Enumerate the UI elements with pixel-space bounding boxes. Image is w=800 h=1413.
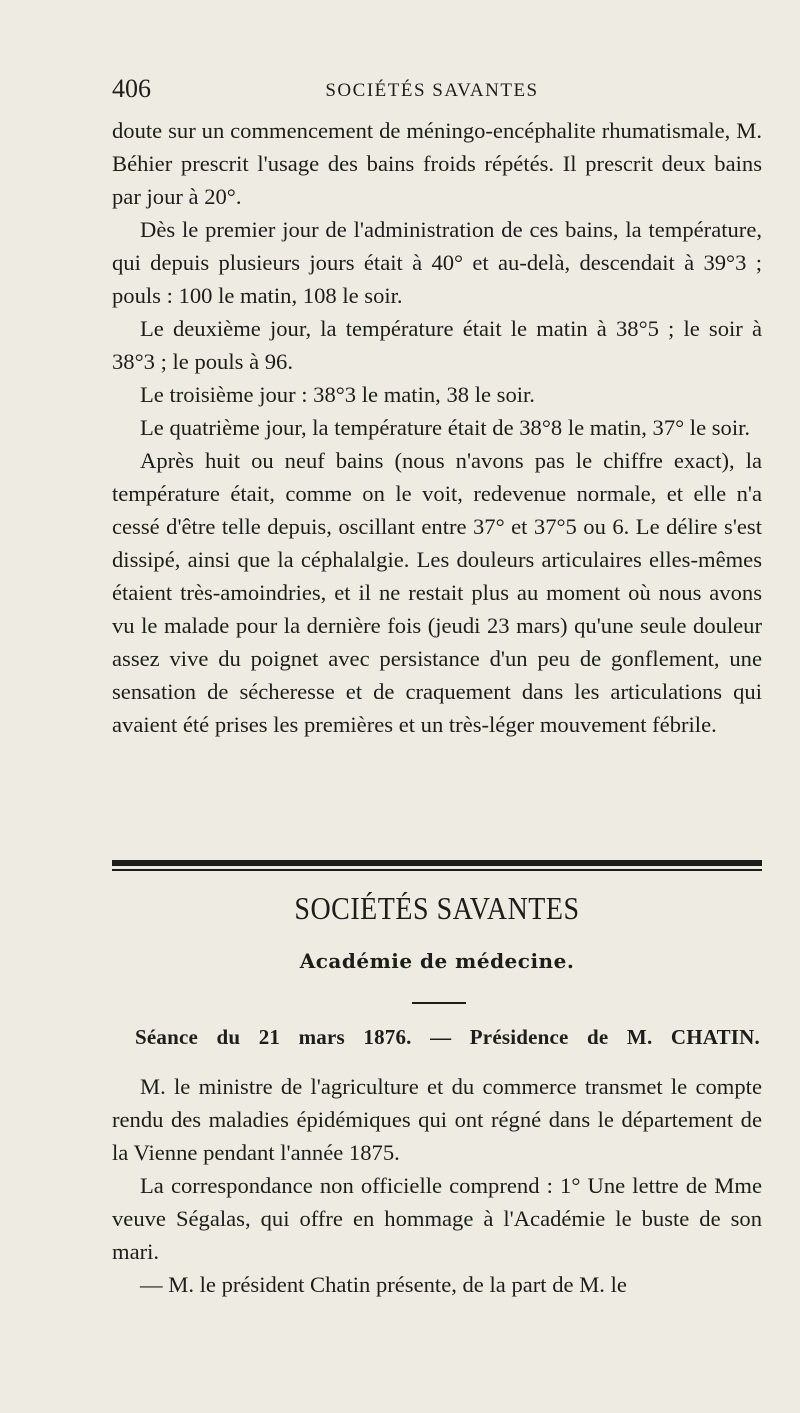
- running-head: [112, 70, 752, 110]
- section-divider: [112, 860, 762, 872]
- session-heading: Séance du 21 mars 1876. — Présidence de M. CHATIN.: [135, 1025, 760, 1049]
- session-report: [112, 1070, 762, 1301]
- divider-thin-line: [112, 869, 762, 871]
- paragraph: — M. le président Chatin présente, de la part de M. le: [140, 1272, 627, 1297]
- section-title: SOCIÉTÉS SAVANTES: [294, 892, 580, 927]
- divider-thick-line: [112, 860, 762, 866]
- paragraph: La correspondance non officielle comprend : 1° Une lettre de Mme veuve Ségalas, qui offre en hommage à l'Académie le buste de son mari.: [112, 1173, 762, 1264]
- paragraph: Dès le premier jour de l'administration de ces bains, la température, qui depuis plusieurs jours était à 40° et au-delà, descendait à 39°3 ; pouls : 100 le matin, 108 le soir.: [112, 217, 762, 308]
- article-continuation: [112, 114, 762, 741]
- paragraph: Après huit ou neuf bains (nous n'avons pas le chiffre exact), la température était, comme on le voit, redevenue normale, et elle n'a cessé d'être telle depuis, oscillant entre 37° et 37°5 ou 6. Le délire s'est dissipé, ainsi que la céphalalgie. Les douleurs articulaires elles-mêmes étaient très-amoindries, et il ne restait plus au moment où nous avons vu le malade pour la dernière fois (jeudi 23 mars) qu'une seule douleur assez vive du poignet avec persistance d'un peu de gonflement, une sensation de sécheresse et de craquement dans les articulations qui avaient été prises les premières et un très-léger mouvement fébrile.: [112, 448, 762, 737]
- paragraph: Le deuxième jour, la température était le matin à 38°5 ; le soir à 38°3 ; le pouls à 96.: [112, 316, 762, 374]
- page-number: 406: [112, 74, 151, 103]
- paragraph: Le quatrième jour, la température était de 38°8 le matin, 37° le soir.: [140, 415, 751, 440]
- short-rule: [412, 1002, 466, 1004]
- running-title: SOCIÉTÉS SAVANTES: [325, 80, 539, 101]
- paragraph: Le troisième jour : 38°3 le matin, 38 le soir.: [140, 382, 535, 407]
- paragraph: M. le ministre de l'agriculture et du commerce transmet le compte rendu des maladies épidémiques qui ont régné dans le département de la Vienne pendant l'année 1875.: [112, 1074, 762, 1165]
- subsection-title: Académie de médecine.: [299, 949, 575, 973]
- paragraph: doute sur un commencement de méningo-encéphalite rhumatismale, M. Béhier prescrit l'usage des bains froids répétés. Il prescrit deux bains par jour à 20°.: [112, 118, 762, 209]
